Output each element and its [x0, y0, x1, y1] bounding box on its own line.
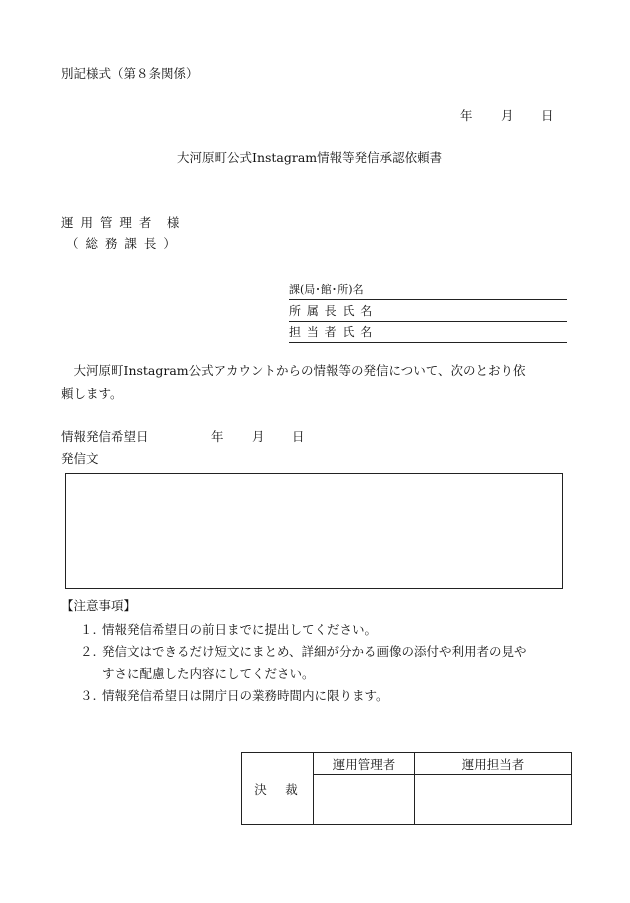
staff-name-field: 担 当 者 氏 名	[289, 323, 567, 343]
note-text: 情報発信希望日の前日までに提出してください。	[102, 622, 378, 637]
message-box	[65, 473, 563, 589]
approval-col-manager: 運用管理者	[314, 753, 415, 775]
note-item	[80, 646, 527, 659]
approval-cell-manager	[314, 775, 415, 825]
desired-date-year: 年	[211, 429, 224, 444]
desired-date-label: 情報発信希望日	[61, 429, 149, 444]
note-text: 発信文はできるだけ短文にまとめ、詳細が分かる画像の添付や利用者の見や	[102, 644, 527, 659]
approval-cell-staff	[415, 775, 572, 825]
note-text-continuation: すさに配慮した内容にしてください。	[102, 666, 315, 681]
document-title: 大河原町公式Instagram情報等発信承認依頼書	[177, 150, 443, 165]
note-item	[80, 624, 377, 637]
note-text: 情報発信希望日は開庁日の業務時間内に限ります。	[102, 688, 389, 703]
approval-row-label: 決 裁	[242, 753, 314, 825]
desired-date-day: 日	[292, 429, 305, 444]
approval-col-staff: 運用担当者	[415, 753, 572, 775]
date-year-label: 年	[460, 108, 473, 123]
approval-table	[241, 752, 572, 825]
department-head-name-field: 所 属 長 氏 名	[289, 302, 567, 322]
notes-heading: 【注意事項】	[61, 598, 137, 613]
recipient-role: （ 総 務 課 長 ）	[66, 236, 178, 251]
message-label: 発信文	[61, 451, 99, 466]
request-text-line1: 大河原町Instagram公式アカウントからの情報等の発信について、次のとおり依	[61, 363, 526, 378]
note-number: ２.	[80, 644, 97, 659]
request-text-line2: 頼します。	[61, 386, 123, 401]
department-name-field: 課(局･館･所)名	[289, 281, 567, 300]
note-item	[80, 690, 389, 703]
date-month-label: 月	[501, 108, 514, 123]
recipient-title: 運 用 管 理 者 様	[61, 215, 181, 230]
desired-date-month: 月	[252, 429, 265, 444]
form-reference: 別記様式（第８条関係）	[61, 66, 199, 81]
note-number: １.	[80, 622, 97, 637]
date-day-label: 日	[541, 108, 554, 123]
note-number: ３.	[80, 688, 97, 703]
